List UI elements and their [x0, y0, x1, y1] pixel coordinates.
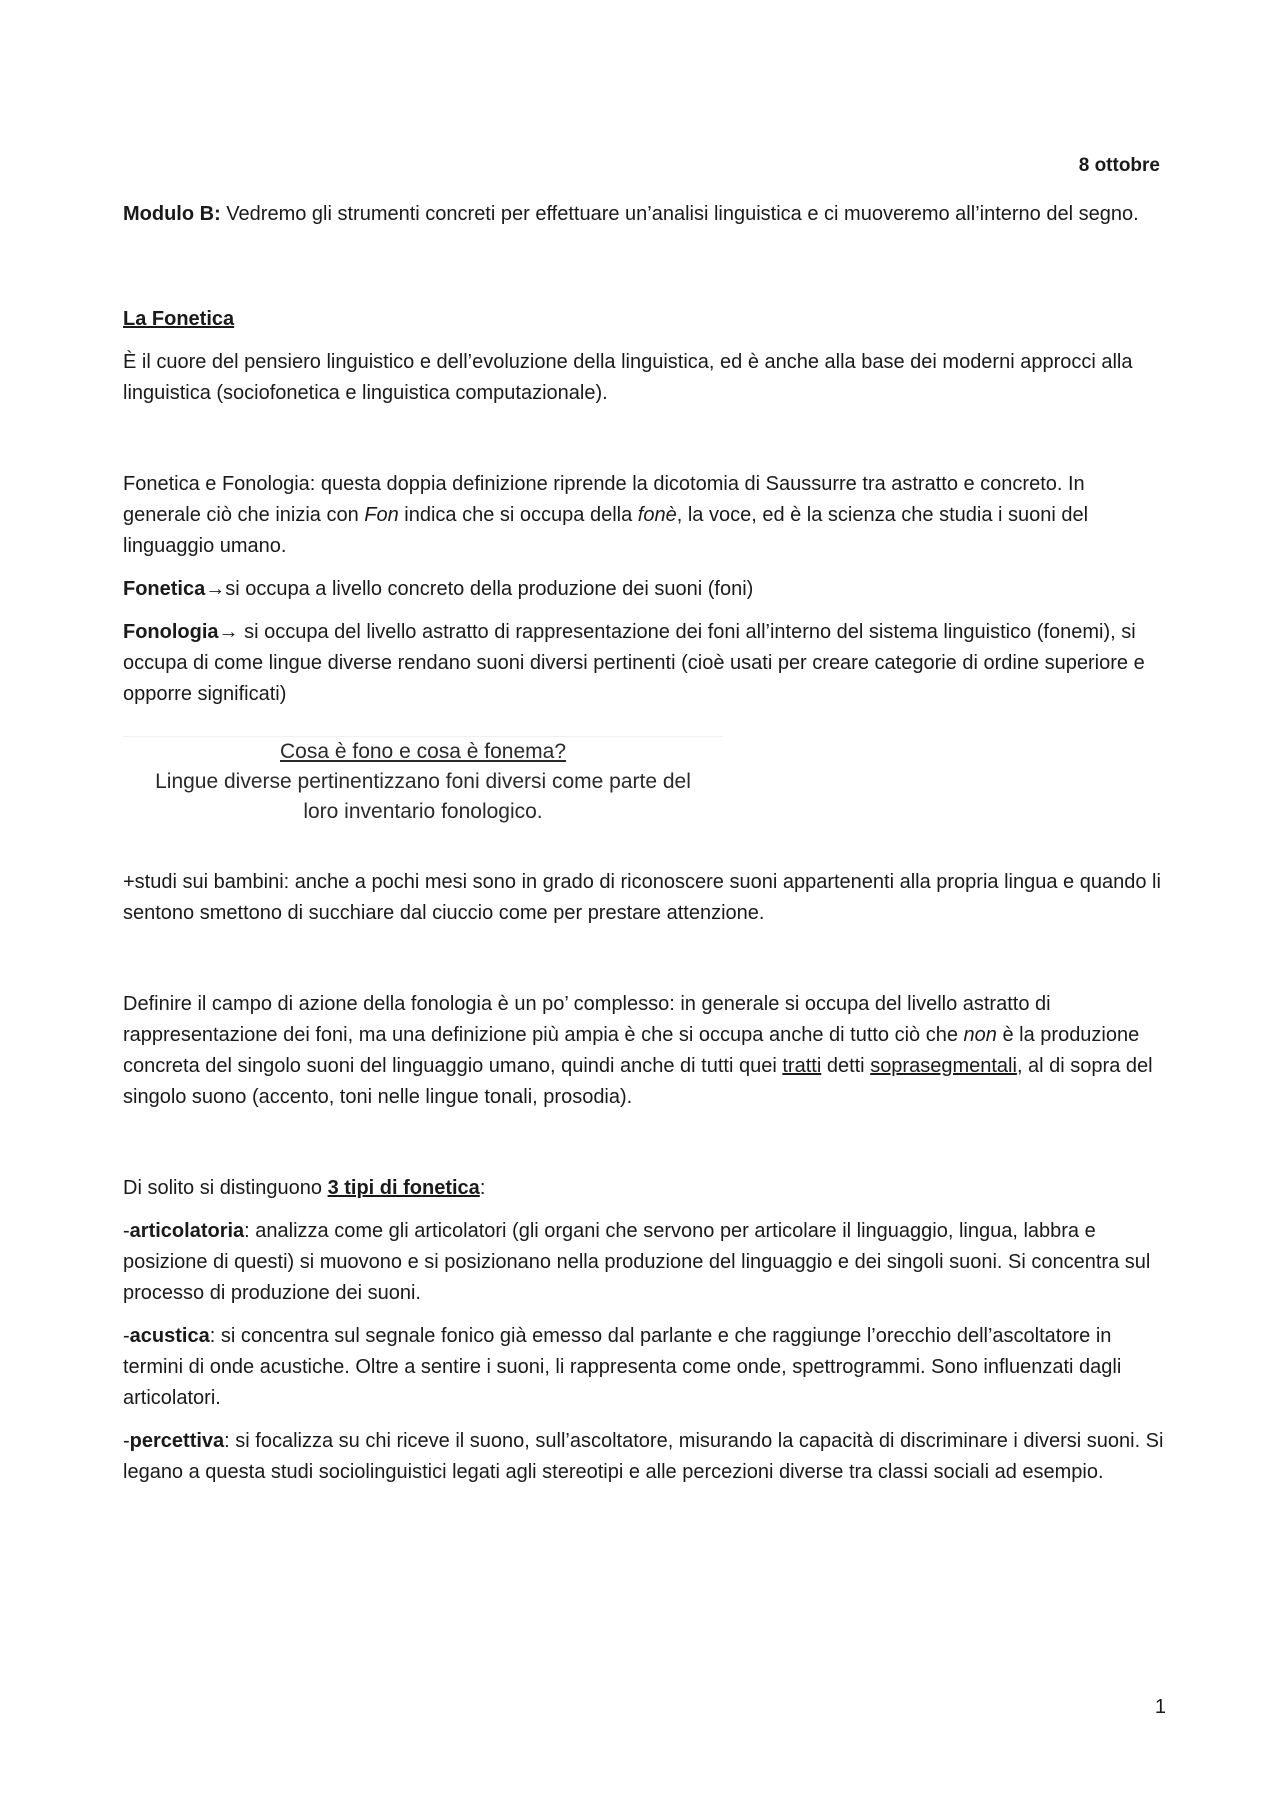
- list-dash: -: [123, 1325, 130, 1347]
- term-percettiva: percettiva: [129, 1430, 225, 1452]
- slide-title: Cosa è fono e cosa è fonema?: [279, 740, 567, 763]
- definition-text: →si occupa a livello concreto della produzione dei suoni (foni): [205, 578, 754, 600]
- fone-italic: fonè: [637, 504, 677, 526]
- soprasegmentali-underlined: soprasegmentali: [870, 1055, 1017, 1077]
- fonetica-fonologia-paragraph: [123, 469, 1168, 562]
- section-heading-fonetica: La Fonetica: [123, 308, 235, 330]
- text-run: , la voce, ed è la scienza che studia i suoni del linguaggio umano.: [123, 504, 1089, 557]
- list-item-text: : si concentra sul segnale fonico già emesso dal parlante e che raggiunge l’orecchio dell’ascoltatore in termini di onde acustiche. Oltre a sentire i suoni, li rappresenta come onde, spettrogrammi. Sono influenzati dagli articolatori.: [123, 1325, 1122, 1409]
- intro-paragraph: È il cuore del pensiero linguistico e dell’evoluzione della linguistica, ed è anche alla base dei moderni approcci alla linguistica (sociofonetica e linguistica computazionale).: [123, 351, 1133, 404]
- list-item-percettiva: [123, 1426, 1168, 1488]
- tratti-underlined: tratti: [782, 1055, 822, 1077]
- bambini-paragraph: +studi sui bambini: anche a pochi mesi sono in grado di riconoscere suoni appartenenti alla propria lingua e quando li sentono smettono di succhiare dal ciuccio come per prestare attenzione.: [123, 871, 1161, 924]
- tipi-highlight: 3 tipi di fonetica: [327, 1177, 480, 1199]
- list-item-text: : analizza come gli articolatori (gli organi che servono per articolare il linguaggio, lingua, labbra e posizione di questi) si muovono e si posizionano nella produzione del linguaggio e dei singoli suoni. Si concentra sul processo di produzione dei suoni.: [123, 1220, 1151, 1304]
- text-run: indica che si occupa della: [398, 504, 638, 526]
- definition-text: → si occupa del livello astratto di rappresentazione dei foni all’interno del sistema linguistico (fonemi), si occupa di come lingue diverse rendano suoni diversi pertinenti (cioè usati per creare categorie di ordine superiore e opporre significati): [123, 621, 1145, 705]
- text-run: :: [479, 1177, 486, 1199]
- list-item-acustica: [123, 1321, 1168, 1414]
- slide-line: loro inventario fonologico.: [303, 800, 543, 823]
- campo-paragraph: [123, 989, 1168, 1113]
- term-articolatoria: articolatoria: [129, 1220, 245, 1242]
- text-run: , al di sopra del singolo suono (accento, toni nelle lingue tonali, prosodia).: [123, 1055, 1153, 1108]
- term-fonologia: Fonologia: [123, 621, 219, 643]
- list-dash: -: [123, 1430, 130, 1452]
- modulo-label: Modulo B:: [123, 203, 221, 225]
- slide-line: Lingue diverse pertinentizzano foni diversi come parte del: [155, 770, 691, 793]
- text-run: Fonetica e Fonologia: questa doppia definizione riprende la dicotomia di Saussurre tra astratto e concreto. In generale ciò che inizia con: [123, 473, 1085, 526]
- list-item-articolatoria: [123, 1216, 1168, 1309]
- modulo-text: Vedremo gli strumenti concreti per effettuare un’analisi linguistica e ci muoveremo all’interno del segno.: [220, 203, 1139, 225]
- page-number: 1: [1154, 1696, 1166, 1718]
- term-fonetica: Fonetica: [123, 578, 206, 600]
- text-run: Di solito si distinguono: [123, 1177, 328, 1199]
- term-acustica: acustica: [129, 1325, 210, 1347]
- list-dash: -: [123, 1220, 130, 1242]
- page-content: [123, 199, 1168, 1488]
- list-item-text: : si focalizza su chi riceve il suono, sull’ascoltatore, misurando la capacità di discriminare i diversi suoni. Si legano a questa studi sociolinguistici legati agli stereotipi e alle percezioni diverse tra classi sociali ad esempio.: [123, 1430, 1164, 1483]
- tipi-intro: [123, 1173, 1168, 1204]
- modulo-paragraph: [123, 199, 1168, 230]
- fon-italic: Fon: [364, 504, 399, 526]
- definition-fonetica: [123, 574, 1168, 605]
- slide-excerpt-image: [123, 736, 723, 835]
- definition-fonologia: [123, 617, 1168, 710]
- non-italic: non: [963, 1024, 997, 1046]
- lecture-date: 8 ottobre: [1078, 155, 1160, 176]
- text-run: detti: [821, 1055, 871, 1077]
- text-run: è la produzione concreta del singolo suoni del linguaggio umano, quindi anche di tutti quei: [123, 1024, 1140, 1077]
- text-run: Definire il campo di azione della fonologia è un po’ complesso: in generale si occupa del livello astratto di rappresentazione dei foni, ma una definizione più ampia è che si occupa anche di tutto ciò che: [123, 993, 1051, 1046]
